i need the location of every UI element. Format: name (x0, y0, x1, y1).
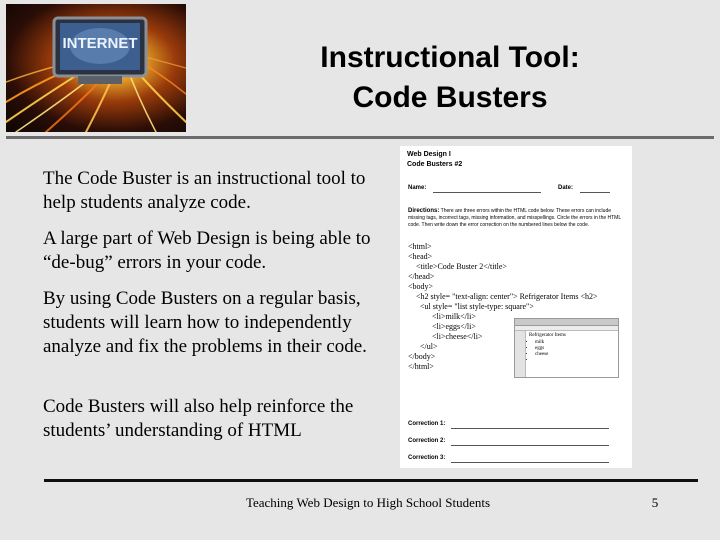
worksheet-date-label: Date: (558, 185, 574, 191)
correction-1-label: Correction 1: (408, 421, 446, 427)
body-paragraph-2: A large part of Web Design is being able to “de-bug” errors in your code. (43, 228, 371, 273)
list-item: • milk (535, 340, 566, 346)
list-item: • cheese (535, 352, 566, 358)
preview-list (535, 340, 566, 364)
title-line-2: Code Busters (352, 81, 548, 114)
logo-text: INTERNET (62, 35, 138, 52)
code-line: <li>cheese</li> (408, 332, 483, 341)
code-line: </body> (408, 352, 436, 361)
page-number: 5 (651, 495, 659, 510)
browser-titlebar (515, 319, 618, 326)
browser-content (526, 331, 569, 377)
body-paragraph-1: The Code Buster is an instructional tool to help students analyze code. (43, 168, 366, 213)
code-line: <li>milk</li> (408, 312, 476, 321)
code-line: <html> (408, 242, 432, 251)
correction-2-line (451, 445, 609, 446)
code-line: <ul style= "list style-type: square"> (408, 302, 534, 311)
code-line: <li>eggs</li> (408, 322, 476, 331)
list-item (535, 358, 566, 364)
internet-logo-image (6, 4, 186, 132)
header-divider (6, 136, 714, 139)
worksheet-date-line (580, 192, 610, 193)
code-line: <title>Code Buster 2</title> (408, 262, 507, 271)
body-paragraph-3: By using Code Busters on a regular basis, students will learn how to independently analyze and fix the problems in their code. (43, 288, 367, 357)
worksheet-directions (408, 208, 624, 229)
correction-1-line (451, 428, 609, 429)
list-item: • eggs (535, 346, 566, 352)
code-line: </html> (408, 362, 434, 371)
code-line: <h2 style= "text-align: center"> Refrigerator Items <h2> (408, 292, 598, 301)
correction-3-label: Correction 3: (408, 455, 446, 461)
footer-text: Teaching Web Design to High School Students (245, 495, 491, 510)
title-line-1: Instructional Tool: (320, 41, 580, 74)
body-paragraph-4: Code Busters will also help reinforce the students’ understanding of HTML (43, 396, 354, 441)
preview-heading: Refrigerator Items (529, 333, 566, 338)
worksheet-title: Code Busters #2 (407, 161, 463, 168)
page-title (250, 38, 650, 118)
worksheet-directions-label: Directions: (408, 208, 440, 214)
monitor-light-streaks-icon (6, 4, 186, 132)
correction-3-line (451, 462, 609, 463)
worksheet-directions-text: There are three errors within the HTML code below. These errors can include missing tags, incorrect tags, missing information, and misspellings. Circle the errors in the HTML code. Then write down the error correction on the numbered lines below the code. (408, 208, 621, 228)
code-line: </head> (408, 272, 435, 281)
browser-preview-screenshot (514, 318, 619, 378)
footer-divider (44, 479, 698, 482)
worksheet-course: Web Design I (407, 151, 451, 158)
worksheet-name-label: Name: (408, 185, 427, 191)
code-line: </ul> (408, 342, 438, 351)
correction-2-label: Correction 2: (408, 438, 446, 444)
code-line: <head> (408, 252, 433, 261)
worksheet-heading (407, 150, 462, 170)
code-line: <body> (408, 282, 434, 291)
worksheet-thumbnail (400, 146, 632, 468)
worksheet-name-line (433, 192, 541, 193)
